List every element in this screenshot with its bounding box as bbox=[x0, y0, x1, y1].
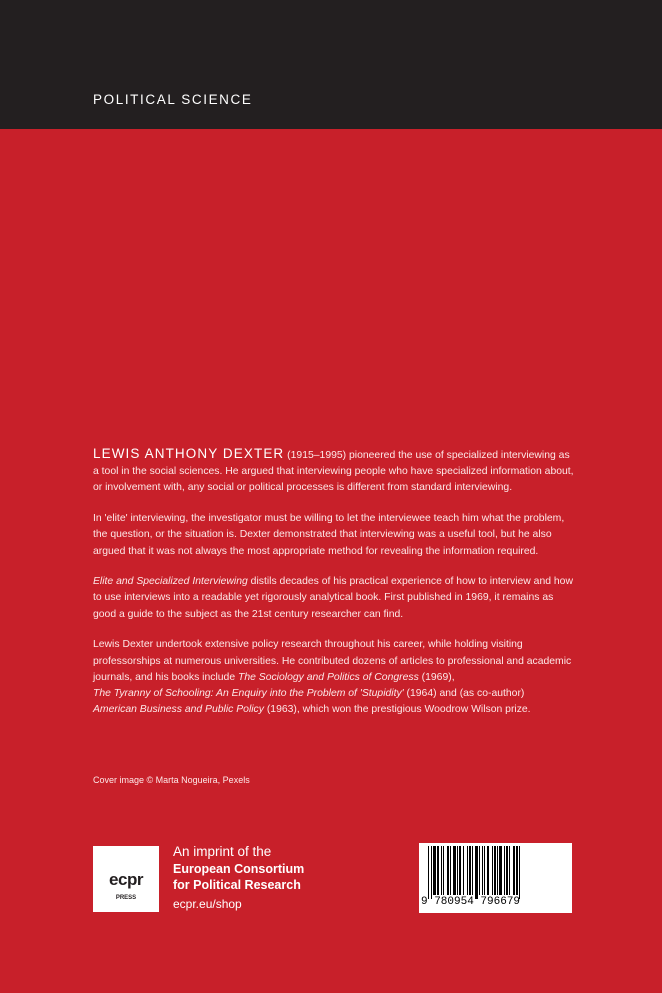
barcode-bar bbox=[463, 846, 464, 895]
cover-credit: Cover image © Marta Nogueira, Pexels bbox=[93, 775, 250, 785]
barcode-bar bbox=[492, 846, 493, 895]
barcode-bar bbox=[497, 846, 498, 895]
paragraph-author-intro bbox=[93, 446, 578, 497]
blurb bbox=[93, 446, 578, 733]
barcode-bar bbox=[469, 846, 471, 895]
barcode-bar bbox=[450, 846, 451, 895]
book-title-congress: The Sociology and Politics of Congress bbox=[237, 671, 419, 683]
barcode-bar bbox=[519, 846, 520, 899]
isbn-number: 9 780954 796679 bbox=[421, 896, 521, 908]
publisher-url: ecpr.eu/shop bbox=[173, 897, 242, 911]
paragraph-3-text: distils decades of his practical experience of how to interview and how to use interviews into a readable yet rigorously analytical book. First published in 1969, it remains as good a guide to the subject as the 21st century researcher can find. bbox=[93, 576, 573, 620]
barcode-bar bbox=[459, 846, 461, 895]
barcode-bar bbox=[513, 846, 515, 895]
barcode-bar bbox=[433, 846, 436, 895]
barcode-bar bbox=[431, 846, 432, 899]
barcode-bar bbox=[475, 846, 478, 899]
barcode-bar bbox=[453, 846, 456, 895]
barcode-bar bbox=[457, 846, 458, 895]
bio-text-c: (1964) and (as co-author) bbox=[403, 687, 525, 699]
isbn-barcode bbox=[419, 843, 572, 913]
paragraph-1-text: (1915–1995) pioneered the use of specialized interviewing as a tool in the social sciences. He argued that interviewing people who have specialized information about, or involvement with, any social or political processes is different from standard interviewing. bbox=[93, 450, 574, 494]
bio-text-b: (1969), bbox=[418, 671, 455, 683]
book-title-american-business: American Business and Public Policy bbox=[93, 704, 264, 716]
barcode-bar bbox=[487, 846, 489, 895]
logo-subtext: PRESS bbox=[115, 895, 137, 901]
paragraph-author-bio bbox=[93, 637, 578, 718]
barcode-bar bbox=[472, 846, 473, 895]
author-name: LEWIS ANTHONY DEXTER bbox=[93, 446, 285, 461]
barcode-bar bbox=[428, 846, 429, 899]
barcode-bar bbox=[443, 846, 444, 895]
publisher-name-line2: for Political Research bbox=[173, 878, 301, 892]
barcode-bar bbox=[467, 846, 468, 895]
paragraph-book-summary bbox=[93, 574, 578, 623]
barcode-bar bbox=[441, 846, 442, 895]
barcode-bar bbox=[479, 846, 480, 895]
barcode-bar bbox=[484, 846, 485, 895]
publisher-name-line1: European Consortium bbox=[173, 862, 305, 876]
bio-text-a: Lewis Dexter undertook extensive policy research throughout his career, while holding visiting professorships at numerous universities. He contributed dozens of articles to professional and academic journals, and his books include bbox=[93, 639, 572, 683]
barcode-bar bbox=[447, 846, 449, 895]
barcode-bar bbox=[499, 846, 502, 895]
book-title: Elite and Specialized Interviewing bbox=[93, 576, 248, 588]
logo-text: ecpr bbox=[109, 870, 143, 889]
barcode-bar bbox=[509, 846, 510, 895]
bio-text-d: (1963), which won the prestigious Woodrow Wilson prize. bbox=[263, 704, 531, 716]
ecpr-press-logo bbox=[93, 846, 159, 912]
barcode-bar bbox=[482, 846, 483, 895]
barcode-bar bbox=[516, 846, 518, 895]
barcode-bar bbox=[504, 846, 505, 895]
imprint-info bbox=[173, 843, 304, 914]
book-title-tyranny: The Tyranny of Schooling: An Enquiry into the Problem of 'Stupidity' bbox=[93, 687, 404, 699]
paragraph-elite-interviewing: In 'elite' interviewing, the investigator must be willing to let the interviewee teach him what the problem, the question, or the situation is. Dexter demonstrated that interviewing was a useful tool, but he also argued that it was not always the most appropriate method for revealing the information required. bbox=[93, 513, 565, 557]
imprint-lead: An imprint of the bbox=[173, 844, 272, 859]
category-label: POLITICAL SCIENCE bbox=[93, 92, 253, 107]
top-band bbox=[0, 0, 662, 129]
barcode-bar bbox=[494, 846, 496, 895]
barcode-bar bbox=[437, 846, 439, 895]
barcode-bar bbox=[506, 846, 508, 895]
